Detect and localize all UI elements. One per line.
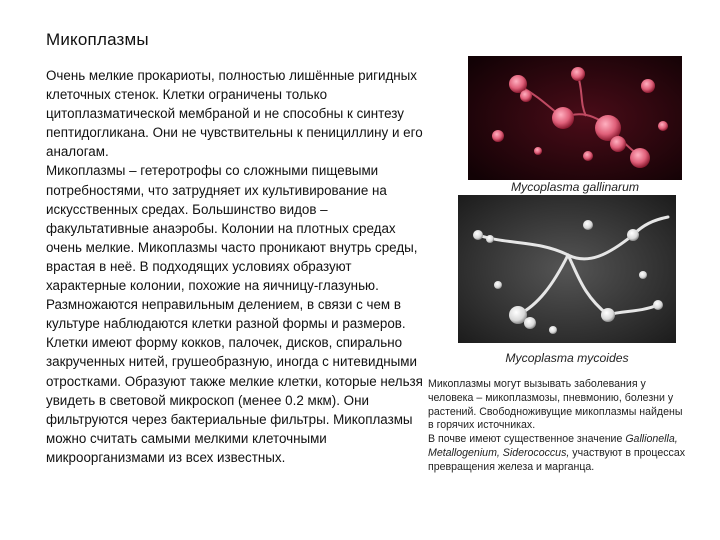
side-paragraph-soil [428,433,690,474]
paragraph-reproduction: Размножаются неправильным делением, в связи с чем в культуре наблюдаются клетки разной формы и размеров. Клетки имеют форму кокков, палочек, дисков, спирально закрученных нитей, грушеобразную, иногда с нитевидными отростками. Образуют также мелкие клетки, которые нельзя увидеть в световой микроскоп (менее 0.2 мкм). Они фильтруются через бактериальные фильтры. Микоплазмы можно считать самыми мелкими клеточными микроорганизмами из всех известных. [46,297,423,465]
caption-mycoplasma-gallinarum: Mycoplasma gallinarum [510,180,640,194]
caption-mycoplasma-mycoides: Mycoplasma mycoides [505,351,629,365]
micrograph-mycoplasma-gallinarum [468,56,682,180]
main-text [46,66,426,467]
soil-genera-names: Gallionella, Metallogenium, Siderococcus, [428,433,678,459]
page-title: Микоплазмы [46,30,149,49]
soil-lead-text: В почве имеют существенное значение [428,433,626,446]
side-paragraph-diseases: Микоплазмы могут вызывать заболевания у человека – микоплазмозы, пневмонию, болезни у растений. Свободноживущие микоплазмы найдены в горячих источниках. [428,378,683,432]
micrograph-mycoplasma-mycoides [458,195,676,343]
paragraph-nutrition: Микоплазмы – гетеротрофы со сложными пищевыми потребностями, что затрудняет их культивирование на искусственных средах. Большинство видов – факультативные анаэробы. Колонии на плотных средах очень мелкие. Микоплазмы часто проникают внутрь среды, врастая в неё. В подходящих условиях образуют характерные колонии, похожие на яичницу-глазунью. [46,163,418,294]
soil-tail-text: участвуют в процессах превращения железа и марганца. [428,446,686,473]
micrograph-mycoides-image [458,195,676,343]
paragraph-structure: Очень мелкие прокариоты, полностью лишённые ригидных клеточных стенок. Клетки ограничены только цитоплазматической мембраной и не способны к синтезу пептидогликана. Они не чувствительны к пенициллину и его аналогам. [46,68,423,160]
side-text [428,378,690,475]
micrograph-gallinarum-image [468,56,682,180]
